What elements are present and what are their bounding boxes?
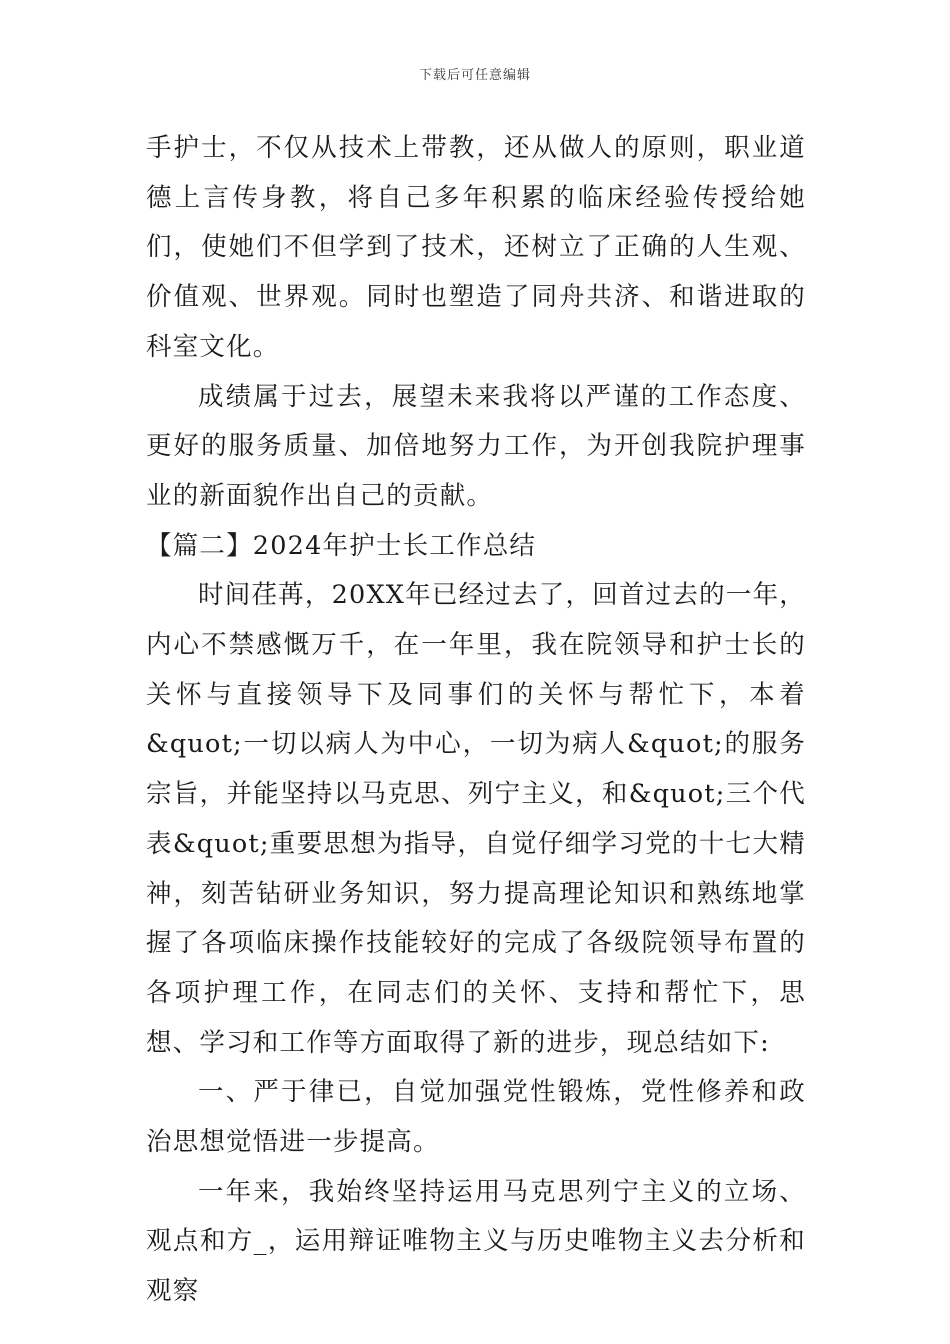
page-header: 下载后可任意编辑	[418, 68, 531, 83]
document-body	[146, 124, 806, 1317]
paragraph-2: 成绩属于过去，展望未来我将以严谨的工作态度、更好的服务质量、加倍地努力工作，为开创我院护理事业的新面貌作出自己的贡献。	[146, 381, 806, 511]
paragraph-4: 一、严于律已，自觉加强党性锻炼，党性修养和政治思想觉悟进一步提高。	[146, 1077, 806, 1158]
paragraph-5: 一年来，我始终坚持运用马克思列宁主义的立场、观点和方_，运用辩证唯物主义与历史唯物主义去分析和观察	[146, 1176, 806, 1307]
section-heading: 【篇二】2024年护士长工作总结	[146, 530, 537, 561]
paragraph-1: 手护士，不仅从技术上带教，还从做人的原则，职业道德上言传身教，将自己多年积累的临床经验传授给她们，使她们不但学到了技术，还树立了正确的人生观、价值观、世界观。同时也塑造了同舟共济、和谐进取的科室文化。	[146, 133, 806, 362]
paragraph-3: 时间荏苒，20XX年已经过去了，回首过去的一年，内心不禁感慨万千，在一年里，我在院领导和护士长的关怀与直接领导下及同事们的关怀与帮忙下，本着&quot;一切以病人为中心，一切为病人&quot;的服务宗旨，并能坚持以马克思、列宁主义，和&quot;三个代表&quot;重要思想为指导，自觉仔细学习党的十七大精神，刻苦钻研业务知识，努力提高理论知识和熟练地掌握了各项临床操作技能较好的完成了各级院领导布置的各项护理工作，在同志们的关怀、支持和帮忙下，思想、学习和工作等方面取得了新的进步，现总结如下:	[146, 580, 806, 1058]
